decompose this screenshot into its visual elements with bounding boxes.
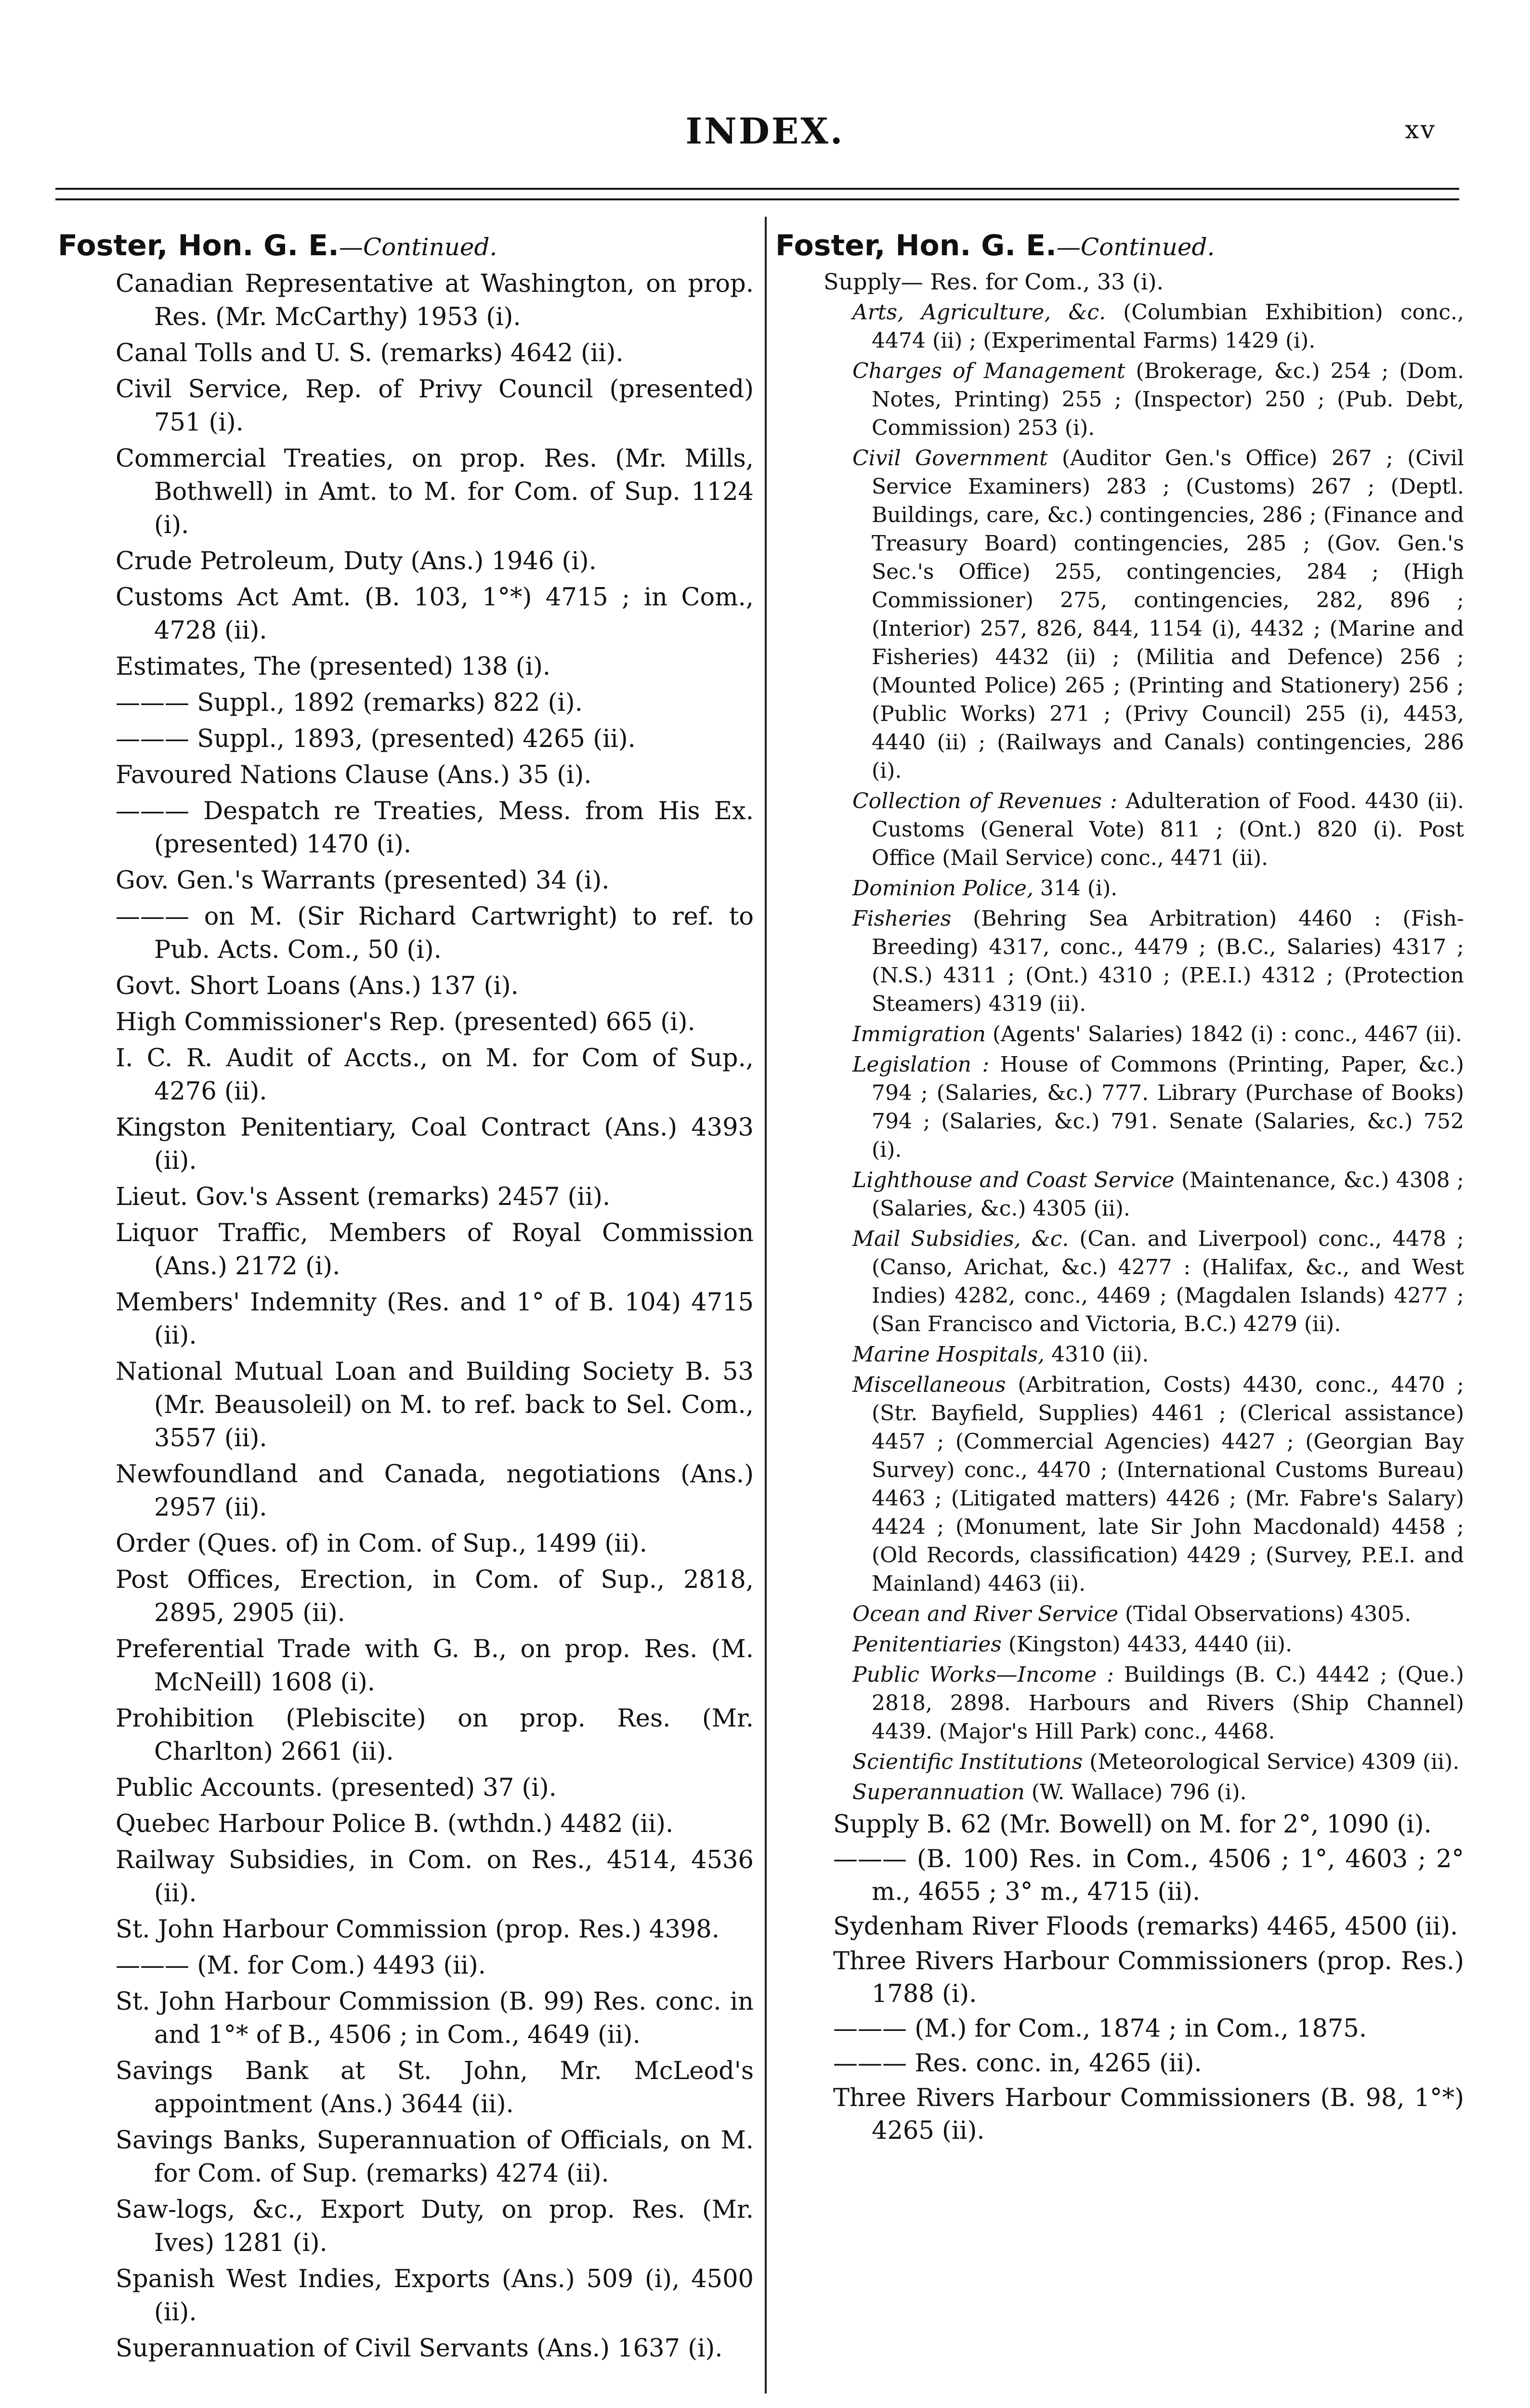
- index-entry: Prohibition (Plebiscite) on prop. Res. (Mr. Charlton) 2661 (ii).: [116, 1704, 754, 1766]
- sub-entry-text: (Behring Sea Arbitration) 4460 : (Fish-Breeding) 4317, conc., 4479 ; (B.C., Salaries) 4317 ; (N.S.) 4311 ; (Ont.) 4310 ; (P.E.I.) 4312 ; (Protection Steamers) 4319 (ii).: [872, 906, 1464, 1016]
- supply-sub-entry: [852, 1340, 1464, 1369]
- index-entry: Post Offices, Erection, in Com. of Sup., 2818, 2895, 2905 (ii).: [116, 1566, 754, 1627]
- left-entry-list: [58, 267, 754, 2365]
- sub-entry-text: (Columbian Exhibition) conc., 4474 (ii) ; (Experimental Farms) 1429 (i).: [872, 300, 1464, 353]
- index-entry: Sydenham River Floods (remarks) 4465, 4500 (ii).: [833, 1912, 1458, 1941]
- header-rule: [55, 188, 1459, 190]
- supply-sub-entry: [852, 1661, 1464, 1746]
- supply-sub-entry: [852, 444, 1464, 785]
- index-entry: I. C. R. Audit of Accts., on M. for Com of Sup., 4276 (ii).: [116, 1044, 754, 1106]
- header-rule-double: [55, 198, 1459, 200]
- index-entry: Savings Banks, Superannuation of Officials, on M. for Com. of Sup. (remarks) 4274 (ii).: [116, 2126, 754, 2188]
- column-divider: [765, 217, 767, 2394]
- index-entry: Kingston Penitentiary, Coal Contract (Ans.) 4393 (ii).: [116, 1113, 754, 1175]
- index-entry: Supply B. 62 (Mr. Bowell) on M. for 2°, 1090 (i).: [833, 1810, 1432, 1839]
- sub-entry-label: Marine Hospitals,: [852, 1342, 1045, 1367]
- sub-entry-label: Arts, Agriculture, &c.: [852, 300, 1106, 325]
- page-header: [0, 111, 1530, 164]
- index-entry: Quebec Harbour Police B. (wthdn.) 4482 (ii).: [116, 1810, 674, 1838]
- page-number: xv: [1405, 116, 1436, 144]
- supply-sub-entry: [852, 298, 1464, 355]
- index-entry: ——— on M. (Sir Richard Cartwright) to ref. to Pub. Acts. Com., 50 (i).: [116, 903, 754, 964]
- supply-sub-entry: [852, 357, 1464, 442]
- index-entry: Civil Service, Rep. of Privy Council (presented) 751 (i).: [116, 375, 754, 437]
- index-entry: St. John Harbour Commission (prop. Res.) 4398.: [116, 1915, 719, 1944]
- sub-entry-text: (Auditor Gen.'s Office) 267 ; (Civil Service Examiners) 283 ; (Customs) 267 ; (Deptl. Buildings, care, &c.) contingencies, 286 ; (Finance and Treasury Board) contingencies, 285 ; (Gov. Gen.'s Sec.'s Office) 255, contingencies, 284 ; (High Commissioner) 275, contingencies, 282, 896 ; (Interior) 257, 826, 844, 1154 (i), 4432 ; (Marine and Fisheries) 4432 (ii) ; (Militia and Defence) 256 ; (Mounted Police) 265 ; (Printing and Stationery) 256 ; (Public Works) 271 ; (Privy Council) 255 (i), 4453, 4440 (ii) ; (Railways and Canals) contingencies, 286 (i).: [872, 446, 1464, 783]
- index-entry: Three Rivers Harbour Commissioners (B. 98, 1°*) 4265 (ii).: [833, 2084, 1464, 2145]
- supply-sub-entry-list: [775, 298, 1464, 1806]
- index-entry: Order (Ques. of) in Com. of Sup., 1499 (ii).: [116, 1530, 647, 1558]
- sub-entry-text: House of Commons (Printing, Paper, &c.) 794 ; (Salaries, &c.) 777. Library (Purchase of Books) 794 ; (Salaries, &c.) 791. Senate (Salaries, &c.) 752 (i).: [872, 1052, 1464, 1162]
- sub-entry-text: (Brokerage, &c.) 254 ; (Dom. Notes, Printing) 255 ; (Inspector) 250 ; (Pub. Debt, Commission) 253 (i).: [872, 359, 1464, 440]
- sub-entry-text: (W. Wallace) 796 (i).: [1024, 1780, 1247, 1805]
- sub-entry-text: Buildings (B. C.) 4442 ; (Que.) 2818, 2898. Harbours and Rivers (Ship Channel) 4439. (Major's Hill Park) conc., 4468.: [872, 1662, 1464, 1744]
- sub-entry-text: (Kingston) 4433, 4440 (ii).: [1001, 1632, 1293, 1657]
- sub-entry-label: Penitentiaries: [852, 1632, 1002, 1657]
- left-heading: [58, 226, 754, 266]
- supply-sub-entry: [852, 904, 1464, 1018]
- sub-entry-text: (Agents' Salaries) 1842 (i) : conc., 4467 (ii).: [985, 1022, 1462, 1047]
- index-entry: ——— (B. 100) Res. in Com., 4506 ; 1°, 4603 ; 2° m., 4655 ; 3° m., 4715 (ii).: [833, 1845, 1464, 1906]
- supply-sub-entry: [852, 874, 1464, 903]
- sub-entry-label: Collection of Revenues :: [852, 789, 1117, 813]
- index-entry: St. John Harbour Commission (B. 99) Res. conc. in and 1°* of B., 4506 ; in Com., 4649 (ii).: [116, 1988, 754, 2049]
- index-entry: Gov. Gen.'s Warrants (presented) 34 (i).: [116, 866, 610, 895]
- sub-entry-label: Superannuation: [852, 1780, 1025, 1805]
- sub-entry-label: Fisheries: [852, 906, 952, 931]
- supply-line: Supply— Res. for Com., 33 (i).: [824, 269, 1164, 295]
- index-entry: Railway Subsidies, in Com. on Res., 4514, 4536 (ii).: [116, 1846, 754, 1908]
- sub-entry-text: (Maintenance, &c.) 4308 ; (Salaries, &c.) 4305 (ii).: [872, 1168, 1464, 1221]
- heading-continued: —Continued.: [339, 233, 497, 261]
- index-entry: Members' Indemnity (Res. and 1° of B. 104) 4715 (ii).: [116, 1288, 754, 1350]
- index-entry: ——— Despatch re Treaties, Mess. from His Ex. (presented) 1470 (i).: [116, 797, 754, 859]
- right-heading: [775, 226, 1464, 266]
- heading-name: Foster, Hon. G. E.: [58, 229, 339, 262]
- sub-entry-text: (Tidal Observations) 4305.: [1118, 1602, 1412, 1626]
- supply-sub-entry: [852, 1166, 1464, 1223]
- sub-entry-label: Public Works—Income :: [852, 1662, 1114, 1687]
- supply-sub-entry: [852, 1371, 1464, 1598]
- supply-sub-entry: [852, 1630, 1464, 1659]
- sub-entry-label: Ocean and River Service: [852, 1602, 1118, 1626]
- sub-entry-text: (Meteorological Service) 4309 (ii).: [1083, 1750, 1460, 1774]
- index-entry: High Commissioner's Rep. (presented) 665 (i).: [116, 1008, 695, 1036]
- index-entry: ——— Suppl., 1893, (presented) 4265 (ii).: [116, 725, 636, 753]
- index-entry: Newfoundland and Canada, negotiations (Ans.) 2957 (ii).: [116, 1460, 754, 1522]
- supply-sub-entry: [852, 1050, 1464, 1164]
- sub-entry-label: Civil Government: [852, 446, 1048, 471]
- sub-entry-label: Dominion Police,: [852, 876, 1033, 901]
- heading-continued: —Continued.: [1056, 233, 1215, 261]
- index-entry: ——— (M. for Com.) 4493 (ii).: [116, 1951, 486, 1980]
- sub-entry-label: Legislation :: [852, 1052, 990, 1077]
- sub-entry-text: 314 (i).: [1033, 876, 1118, 901]
- sub-entry-text: Adulteration of Food. 4430 (ii). Customs (General Vote) 811 ; (Ont.) 820 (i). Post Office (Mail Service) conc., 4471 (ii).: [872, 789, 1465, 870]
- sub-entry-text: (Arbitration, Costs) 4430, conc., 4470 ; (Str. Bayfield, Supplies) 4461 ; (Clerical assistance) 4457 ; (Commercial Agencies) 4427 ; (Georgian Bay Survey) conc., 4470 ; (International Customs Bureau) 4463 ; (Litigated matters) 4426 ; (Mr. Fabre's Salary) 4424 ; (Monument, late Sir John Macdonald) 4458 ; (Old Records, classification) 4429 ; (Survey, P.E.I. and Mainland) 4463 (ii).: [872, 1373, 1464, 1596]
- index-entry: Spanish West Indies, Exports (Ans.) 509 (i), 4500 (ii).: [116, 2265, 754, 2327]
- sub-entry-label: Lighthouse and Coast Service: [852, 1168, 1175, 1192]
- index-entry: Commercial Treaties, on prop. Res. (Mr. Mills, Bothwell) in Amt. to M. for Com. of Sup. 1124 (i).: [116, 445, 754, 539]
- supply-sub-entry: [852, 1748, 1464, 1776]
- index-entry: ——— Res. conc. in, 4265 (ii).: [833, 2049, 1202, 2078]
- sub-entry-label: Miscellaneous: [852, 1373, 1006, 1397]
- left-column: [58, 226, 754, 2368]
- index-entry: Favoured Nations Clause (Ans.) 35 (i).: [116, 761, 592, 789]
- index-entry: National Mutual Loan and Building Society B. 53 (Mr. Beausoleil) on M. to ref. back to Sel. Com., 3557 (ii).: [116, 1358, 754, 1453]
- index-entry: Estimates, The (presented) 138 (i).: [116, 653, 551, 681]
- sub-entry-text: (Can. and Liverpool) conc., 4478 ; (Canso, Arichat, &c.) 4277 : (Halifax, &c., and West Indies) 4282, conc., 4469 ; (Magdalen Islands) 4277 ; (San Francisco and Victoria, B.C.) 4279 (ii).: [872, 1227, 1464, 1336]
- supply-sub-entry: [852, 1020, 1464, 1048]
- index-entry: Preferential Trade with G. B., on prop. Res. (M. McNeill) 1608 (i).: [116, 1635, 754, 1697]
- index-entry: Lieut. Gov.'s Assent (remarks) 2457 (ii).: [116, 1183, 611, 1211]
- index-entry: Crude Petroleum, Duty (Ans.) 1946 (i).: [116, 547, 597, 576]
- sub-entry-label: Charges of Management: [852, 359, 1125, 383]
- index-entry: Superannuation of Civil Servants (Ans.) 1637 (i).: [116, 2334, 723, 2363]
- heading-name: Foster, Hon. G. E.: [775, 229, 1057, 262]
- sub-entry-text: 4310 (ii).: [1045, 1342, 1149, 1367]
- index-entry: Govt. Short Loans (Ans.) 137 (i).: [116, 972, 519, 1000]
- index-entry: Canal Tolls and U. S. (remarks) 4642 (ii).: [116, 339, 624, 367]
- page-title: INDEX.: [685, 111, 845, 152]
- index-entry: ——— Suppl., 1892 (remarks) 822 (i).: [116, 689, 583, 717]
- right-column: [775, 226, 1464, 2147]
- sub-entry-label: Immigration: [852, 1022, 986, 1047]
- index-entry: ——— (M.) for Com., 1874 ; in Com., 1875.: [833, 2015, 1367, 2043]
- right-entry-list: [775, 1808, 1464, 2147]
- supply-sub-entry: [852, 1600, 1464, 1628]
- index-entry: Canadian Representative at Washington, on prop. Res. (Mr. McCarthy) 1953 (i).: [116, 270, 754, 331]
- supply-sub-entry: [852, 787, 1464, 872]
- supply-sub-entry: [852, 1225, 1464, 1338]
- index-entry: Customs Act Amt. (B. 103, 1°*) 4715 ; in Com., 4728 (ii).: [116, 583, 754, 645]
- supply-sub-entry: [852, 1778, 1464, 1806]
- index-entry: Savings Bank at St. John, Mr. McLeod's appointment (Ans.) 3644 (ii).: [116, 2057, 754, 2119]
- index-entry: Three Rivers Harbour Commissioners (prop. Res.) 1788 (i).: [833, 1947, 1464, 2008]
- index-entry: Liquor Traffic, Members of Royal Commission (Ans.) 2172 (i).: [116, 1219, 754, 1281]
- index-entry: Saw-logs, &c., Export Duty, on prop. Res. (Mr. Ives) 1281 (i).: [116, 2196, 754, 2257]
- sub-entry-label: Scientific Institutions: [852, 1750, 1083, 1774]
- sub-entry-label: Mail Subsidies, &c.: [852, 1227, 1069, 1251]
- index-entry: Public Accounts. (presented) 37 (i).: [116, 1774, 557, 1802]
